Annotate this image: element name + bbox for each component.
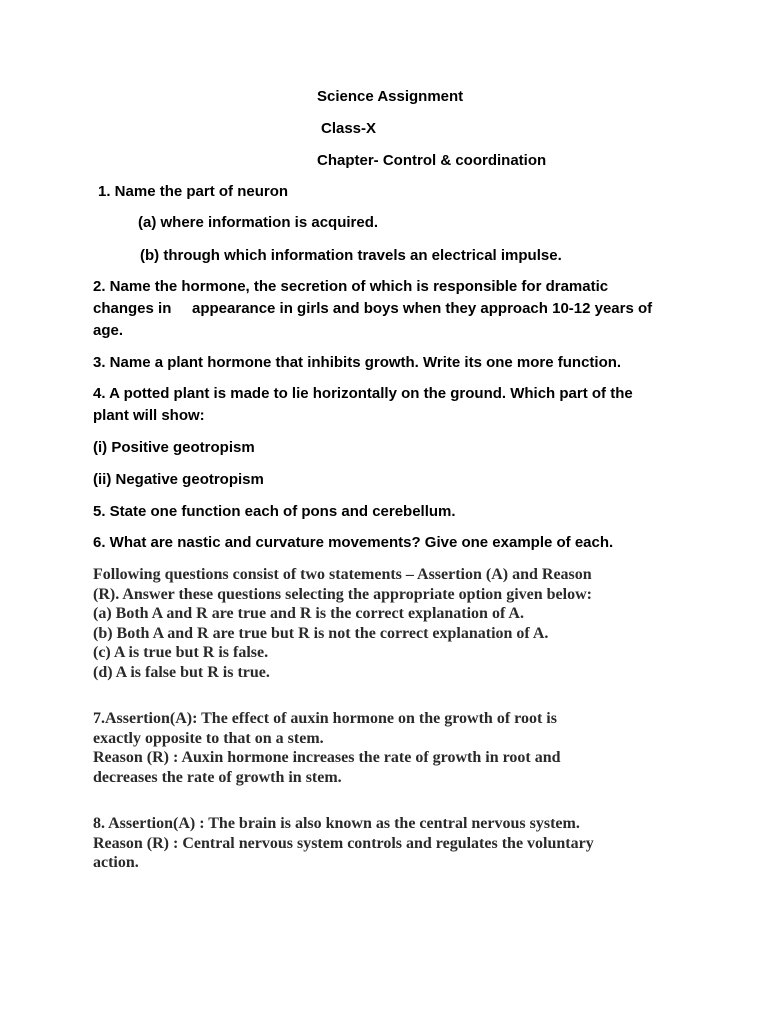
chapter-label: Chapter- Control & coordination	[317, 152, 547, 169]
question-8-line-3: action.	[93, 854, 139, 871]
question-1-part-b: (b) through which information travels an electrical impulse.	[140, 247, 562, 264]
option-a: (a) Both A and R are true and R is the correct explanation of A.	[93, 605, 524, 622]
question-1-part-a: (a) where information is acquired.	[138, 214, 379, 231]
question-8-line-1: 8. Assertion(A) : The brain is also known as the central nervous system.	[93, 815, 580, 832]
class-label: Class-X	[321, 120, 377, 137]
question-4-line-2: plant will show:	[93, 407, 205, 424]
assertion-intro-line-2: (R). Answer these questions selecting the appropriate option given below:	[93, 586, 592, 603]
document-title: Science Assignment	[317, 88, 464, 105]
option-b: (b) Both A and R are true but R is not the correct explanation of A.	[93, 625, 549, 642]
assertion-intro-line-1: Following questions consist of two statements – Assertion (A) and Reason	[93, 566, 592, 583]
question-2-line-2b: appearance in girls and boys when they approach 10-12 years of	[192, 300, 653, 317]
question-3: 3. Name a plant hormone that inhibits growth. Write its one more function.	[93, 354, 622, 371]
question-2-line-1: 2. Name the hormone, the secretion of which is responsible for dramatic	[93, 278, 609, 295]
question-7-line-1: 7.Assertion(A): The effect of auxin hormone on the growth of root is	[93, 710, 557, 727]
question-2-line-3: age.	[93, 322, 124, 339]
question-2-line-2a: changes in	[93, 300, 172, 317]
option-c: (c) A is true but R is false.	[93, 644, 269, 661]
question-6: 6. What are nastic and curvature movements? Give one example of each.	[93, 534, 614, 551]
question-7-line-4: decreases the rate of growth in stem.	[93, 769, 342, 786]
question-7-line-3: Reason (R) : Auxin hormone increases the rate of growth in root and	[93, 749, 561, 766]
question-7-line-2: exactly opposite to that on a stem.	[93, 730, 324, 747]
question-1: 1. Name the part of neuron	[98, 183, 289, 200]
question-5: 5. State one function each of pons and cerebellum.	[93, 503, 456, 520]
question-4-option-i: (i) Positive geotropism	[93, 439, 255, 456]
question-4-line-1: 4. A potted plant is made to lie horizontally on the ground. Which part of the	[93, 385, 633, 402]
question-4-option-ii: (ii) Negative geotropism	[93, 471, 264, 488]
question-8-line-2: Reason (R) : Central nervous system controls and regulates the voluntary	[93, 835, 594, 852]
option-d: (d) A is false but R is true.	[93, 664, 270, 681]
